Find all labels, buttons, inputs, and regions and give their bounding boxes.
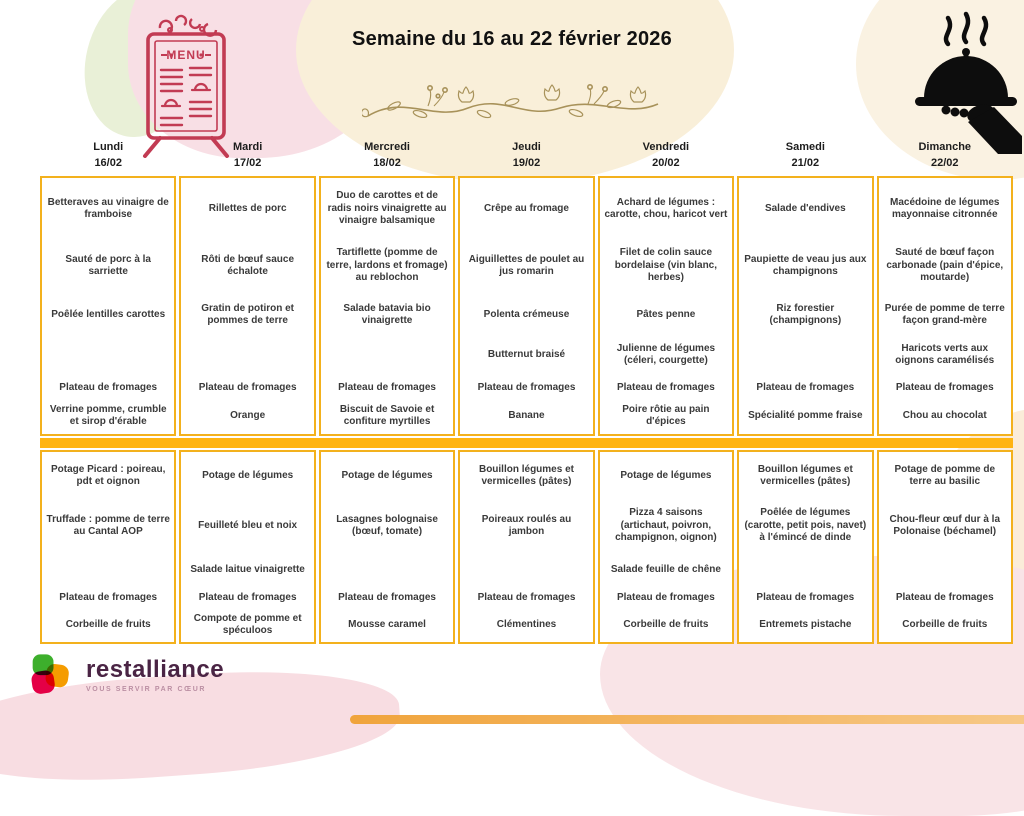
dinner-cell: [319, 450, 455, 644]
menu-item-cheese: Plateau de fromages: [59, 591, 158, 603]
menu-item-dessert: Mousse caramel: [348, 618, 426, 630]
restalliance-logo-icon: [26, 650, 76, 702]
day-header: [458, 140, 594, 174]
menu-item-side: Polenta crémeuse: [483, 308, 570, 320]
dinner-cell: [877, 450, 1013, 644]
menu-item-side: [463, 555, 589, 585]
floral-flourish-decoration: [362, 80, 662, 128]
menu-item-main: Feuilleté bleu et noix: [198, 519, 298, 531]
day-name: Mardi: [232, 141, 263, 153]
menu-item-main: Lasagnes bolognaise (bœuf, tomate): [336, 513, 438, 537]
day-name: Samedi: [785, 141, 825, 153]
menu-item-starter: Potage de légumes: [202, 469, 294, 481]
menu-item-side: Haricots verts aux oignons caramélisés: [895, 342, 995, 366]
menu-item-starter: Potage de légumes: [341, 469, 433, 481]
menu-item-dessert: Chou au chocolat: [902, 409, 987, 421]
menu-item-side: Butternut braisé: [487, 348, 566, 360]
menu-item-cheese: Plateau de fromages: [756, 591, 855, 603]
menu-item-main: Rôti de bœuf sauce échalote: [201, 253, 295, 277]
menu-item-cheese: Plateau de fromages: [616, 591, 715, 603]
menu-item-side: Riz forestier (champignons): [769, 302, 842, 326]
menu-board-label: MENU: [166, 48, 206, 62]
serving-cloche-icon: [908, 4, 1022, 154]
menu-item-starter: Salade d'endives: [764, 202, 846, 214]
menu-item-side: Julienne de légumes (céleri, courgette): [616, 342, 716, 366]
menu-item-cheese: Plateau de fromages: [477, 591, 576, 603]
menu-item-side: Salade feuille de chêne: [610, 563, 721, 575]
meal-divider-bar: [40, 438, 1013, 448]
menu-item-dessert: Spécialité pomme fraise: [748, 409, 863, 421]
menu-item-side: Salade batavia bio vinaigrette: [343, 302, 431, 326]
menu-item-main: Sauté de bœuf façon carbonade (pain d'épice, moutarde): [886, 247, 1004, 284]
menu-item-cheese: Plateau de fromages: [895, 591, 994, 603]
day-name: Mercredi: [364, 141, 410, 153]
brand-footer: [26, 650, 224, 702]
menu-item-dessert: Biscuit de Savoie et confiture myrtilles: [339, 403, 435, 427]
menu-item-side: [45, 555, 171, 585]
lunch-cell: [737, 176, 873, 436]
menu-item-cheese: Plateau de fromages: [198, 591, 297, 603]
menu-item-side: Gratin de potiron et pommes de terre: [201, 302, 295, 326]
dinner-cell: [458, 450, 594, 644]
menu-item-main: Poêlée de légumes (carotte, petit pois, navet) à l'émincé de dinde: [744, 507, 867, 544]
menu-item-cheese: Plateau de fromages: [198, 381, 297, 393]
menu-item-main: Pizza 4 saisons (artichaut, poivron, champignon, oignon): [615, 507, 717, 544]
menu-item-dessert: Corbeille de fruits: [902, 618, 988, 630]
menu-item-dessert: Corbeille de fruits: [65, 618, 151, 630]
menu-item-dessert: Compote de pomme et spéculoos: [193, 612, 302, 636]
lunch-row: [40, 176, 1013, 436]
day-date: 19/02: [512, 156, 541, 169]
menu-item-cheese: Plateau de fromages: [756, 381, 855, 393]
menu-item-side: [324, 335, 450, 375]
page-title: Semaine du 16 au 22 février 2026: [352, 28, 672, 50]
day-name: Vendredi: [642, 141, 690, 153]
day-date: 20/02: [652, 156, 680, 169]
menu-item-starter: Betteraves au vinaigre de framboise: [47, 196, 169, 220]
day-name: Dimanche: [918, 141, 972, 153]
dinner-cell: [179, 450, 315, 644]
brand-tagline: VOUS SERVIR PAR CŒUR: [86, 686, 207, 693]
menu-item-dessert: Entremets pistache: [759, 618, 852, 630]
menu-item-main: Sauté de porc à la sarriette: [65, 253, 151, 277]
menu-item-main: Filet de colin sauce bordelaise (vin blanc, herbes): [614, 247, 718, 284]
menu-item-side: [882, 555, 1008, 585]
menu-item-dessert: Corbeille de fruits: [623, 618, 709, 630]
menu-item-starter: Macédoine de légumes mayonnaise citronnée: [890, 196, 1000, 220]
day-date: 22/02: [930, 156, 959, 169]
menu-item-side: [324, 555, 450, 585]
menu-item-main: Poireaux roulés au jambon: [481, 513, 572, 537]
day-date: 18/02: [373, 156, 401, 169]
menu-item-side: [742, 555, 868, 585]
menu-item-dessert: Poire rôtie au pain d'épices: [622, 403, 710, 427]
menu-item-cheese: Plateau de fromages: [59, 381, 158, 393]
menu-item-starter: Achard de légumes : carotte, chou, haricot vert: [604, 196, 728, 220]
day-header: [179, 140, 315, 174]
menu-item-starter: Potage de pomme de terre au basilic: [894, 463, 996, 487]
menu-item-cheese: Plateau de fromages: [477, 381, 576, 393]
menu-item-cheese: Plateau de fromages: [338, 591, 436, 603]
menu-item-dessert: Orange: [230, 409, 266, 421]
day-header: [737, 140, 873, 174]
lunch-cell: [319, 176, 455, 436]
menu-item-starter: Duo de carottes et de radis noirs vinaigrette au vinaigre balsamique: [327, 190, 447, 227]
menu-item-starter: Potage de légumes: [620, 469, 712, 481]
menu-item-side: Salade laitue vinaigrette: [190, 563, 305, 575]
menu-item-starter: Bouillon légumes et vermicelles (pâtes): [478, 463, 574, 487]
day-header-row: [40, 140, 1013, 174]
weekly-menu-table: [40, 140, 1013, 644]
menu-item-side: [742, 335, 868, 375]
lunch-cell: [458, 176, 594, 436]
day-header: [598, 140, 734, 174]
day-date: 17/02: [233, 156, 262, 169]
menu-item-main: Chou-fleur œuf dur à la Polonaise (béchamel): [889, 513, 1001, 537]
day-header: [877, 140, 1013, 174]
menu-item-side: Pâtes penne: [636, 308, 696, 320]
menu-item-main: Paupiette de veau jus aux champignons: [744, 253, 867, 277]
day-name: Lundi: [93, 141, 124, 153]
menu-item-starter: Rillettes de porc: [208, 202, 287, 214]
menu-item-dessert: Clémentines: [496, 618, 557, 630]
menu-item-side: [45, 335, 171, 375]
lunch-cell: [40, 176, 176, 436]
menu-item-side: Purée de pomme de terre façon grand-mère: [884, 302, 1005, 326]
menu-item-starter: Crêpe au fromage: [483, 202, 569, 214]
day-header: [40, 140, 176, 174]
dinner-cell: [598, 450, 734, 644]
brand-name: restalliance: [86, 656, 225, 683]
menu-item-main: Tartiflette (pomme de terre, lardons et fromage) au reblochon: [326, 247, 448, 284]
lunch-cell: [877, 176, 1013, 436]
bottom-amber-strip: [350, 715, 1024, 724]
dinner-row: [40, 450, 1013, 644]
menu-item-side: [184, 335, 310, 375]
menu-item-main: Aiguillettes de poulet au jus romarin: [468, 253, 585, 277]
menu-item-cheese: Plateau de fromages: [895, 381, 994, 393]
menu-item-cheese: Plateau de fromages: [338, 381, 436, 393]
day-name: Jeudi: [512, 141, 541, 153]
day-date: 21/02: [791, 156, 820, 169]
dinner-cell: [737, 450, 873, 644]
lunch-cell: [598, 176, 734, 436]
menu-item-cheese: Plateau de fromages: [616, 381, 715, 393]
day-header: [319, 140, 455, 174]
lunch-cell: [179, 176, 315, 436]
menu-item-dessert: Banane: [508, 409, 545, 421]
menu-item-side: Poêlée lentilles carottes: [51, 308, 166, 320]
menu-item-starter: Potage Picard : poireau, pdt et oignon: [50, 463, 166, 487]
dinner-cell: [40, 450, 176, 644]
menu-item-dessert: Verrine pomme, crumble et sirop d'érable: [49, 403, 167, 427]
menu-item-starter: Bouillon légumes et vermicelles (pâtes): [757, 463, 853, 487]
menu-item-main: Truffade : pomme de terre au Cantal AOP: [46, 513, 170, 537]
day-date: 16/02: [94, 156, 122, 169]
